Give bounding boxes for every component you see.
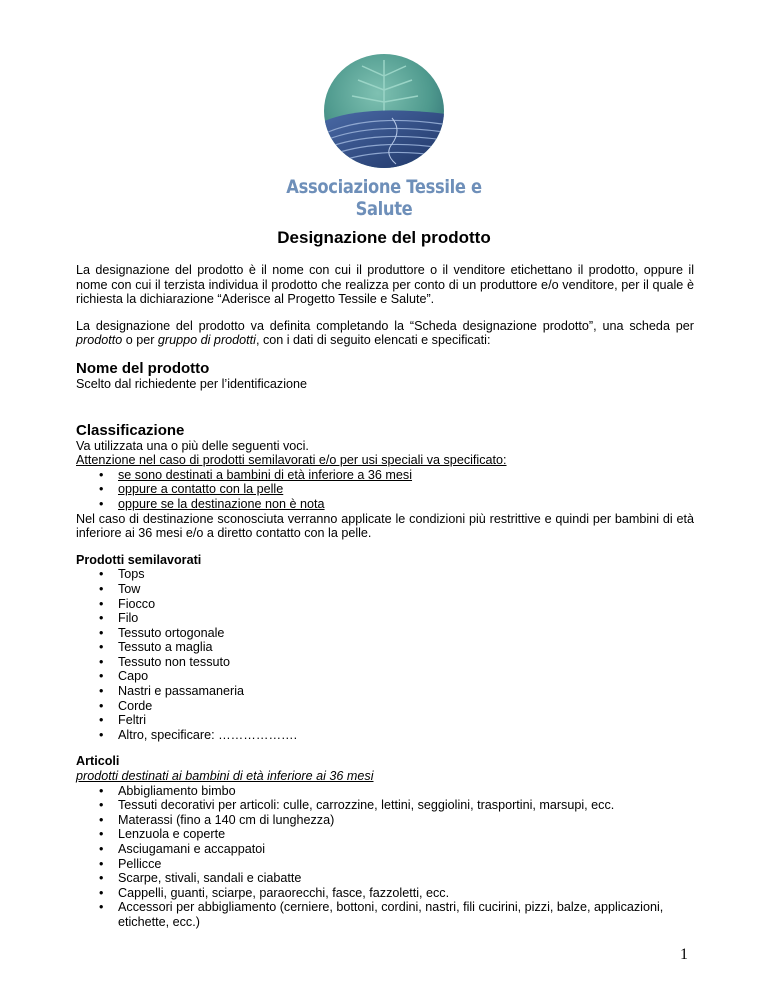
list-item-text: Tessuto a maglia bbox=[118, 640, 213, 655]
list-item bbox=[76, 900, 694, 929]
bullet-icon: • bbox=[99, 654, 104, 669]
bullet-icon: • bbox=[99, 684, 104, 699]
bullet-icon: • bbox=[99, 856, 104, 871]
intro-p2-italic-gruppo: gruppo di prodotti bbox=[157, 333, 256, 348]
heading-classificazione: Classificazione bbox=[76, 421, 185, 439]
list-item-text: oppure a contatto con la pelle bbox=[118, 482, 284, 497]
bullet-icon: • bbox=[99, 625, 104, 640]
list-item bbox=[76, 497, 694, 512]
bullet-icon: • bbox=[99, 827, 104, 842]
list-item-text: Filo bbox=[118, 611, 139, 626]
list-item bbox=[76, 626, 694, 641]
bullet-icon: • bbox=[99, 842, 104, 856]
bullet-icon: • bbox=[99, 698, 104, 713]
bullet-icon: • bbox=[99, 871, 104, 886]
list-item bbox=[76, 582, 694, 597]
bullet-icon: • bbox=[99, 727, 104, 742]
intro-paragraph-1: La designazione del prodotto è il nome con cui il produttore o il venditore etichettano il prodotto, oppure il nome con cui il terzista individua il prodotto che realizza per conto di un produttore e/o venditore, per il quale è richiesta la dichiarazione “Aderisce al Progetto Tessile e Salute”. bbox=[76, 263, 694, 307]
list-item bbox=[76, 684, 694, 699]
intro-p2-text: La designazione del prodotto va definita completando la “Scheda designazione prodotto”, una scheda per bbox=[76, 318, 694, 333]
bullet-icon: • bbox=[99, 496, 104, 511]
list-item-text: Tessuto non tessuto bbox=[118, 654, 231, 669]
bullet-icon: • bbox=[99, 581, 104, 596]
list-item-text: Cappelli, guanti, sciarpe, paraorecchi, fasce, fazzoletti, ecc. bbox=[118, 885, 450, 900]
list-item-text: Corde bbox=[118, 698, 153, 713]
intro-p2-text-end: , con i dati di seguito elencati e specificati: bbox=[255, 333, 491, 348]
page-title: Designazione del prodotto bbox=[277, 228, 491, 247]
bullet-icon: • bbox=[99, 596, 104, 611]
list-item bbox=[76, 871, 694, 886]
list-item-text: Scarpe, stivali, sandali e ciabatte bbox=[118, 871, 302, 886]
list-item-text: se sono destinati a bambini di età inferiore a 36 mesi bbox=[118, 467, 413, 482]
list-item-text: Fiocco bbox=[118, 596, 156, 611]
list-item-text: Lenzuola e coperte bbox=[118, 827, 226, 842]
list-item bbox=[76, 567, 694, 582]
articoli-subheading: prodotti destinati ai bambini di età inferiore ai 36 mesi bbox=[76, 769, 374, 784]
list-item bbox=[76, 640, 694, 655]
list-item bbox=[76, 611, 694, 626]
document-body bbox=[76, 263, 694, 930]
section-nome-prodotto bbox=[76, 360, 694, 392]
bullet-icon: • bbox=[99, 567, 104, 582]
intro-p2-italic-prodotto: prodotto bbox=[76, 333, 123, 348]
list-item bbox=[76, 842, 694, 857]
bullet-icon: • bbox=[99, 640, 104, 655]
page-number: 1 bbox=[680, 946, 688, 963]
list-item bbox=[76, 827, 694, 842]
list-item bbox=[76, 482, 694, 497]
bullet-icon: • bbox=[99, 885, 104, 900]
classificazione-note: Nel caso di destinazione sconosciuta verranno applicate le condizioni più restrittive e quindi per bambini di età inferiore ai 36 mesi e/o a diretto contatto con la pelle. bbox=[76, 511, 694, 541]
bullet-icon: • bbox=[99, 812, 104, 827]
list-item-text: Tessuti decorativi per articoli: culle, carrozzine, lettini, seggiolini, trasportini, marsupi, ecc. bbox=[118, 798, 615, 813]
list-item-text: Pellicce bbox=[118, 856, 162, 871]
articoli-list bbox=[76, 784, 694, 930]
list-item-text: Capo bbox=[118, 669, 149, 684]
list-item-text: Tops bbox=[118, 567, 145, 582]
list-item-text: Nastri e passamaneria bbox=[118, 684, 244, 699]
list-item-text: Accessori per abbigliamento (cerniere, bottoni, cordini, nastri, fili cucirini, pizzi, balze, applicazioni, etichette, ecc.) bbox=[118, 900, 664, 929]
leaf-fingerprint-emblem-icon bbox=[322, 52, 446, 170]
classificazione-line-2: Attenzione nel caso di prodotti semilavorati e/o per usi speciali va specificato: bbox=[76, 453, 507, 468]
list-item-text: Materassi (fino a 140 cm di lunghezza) bbox=[118, 812, 335, 827]
logo-wordmark: Associazione Tessile e Salute bbox=[286, 176, 482, 220]
intro-p2-text-or: o per bbox=[122, 333, 158, 348]
section-semilavorati bbox=[76, 553, 694, 743]
list-item bbox=[76, 713, 694, 728]
list-item bbox=[76, 669, 694, 684]
list-item-text: Asciugamani e accappatoi bbox=[118, 842, 266, 856]
intro-paragraph-2 bbox=[76, 319, 694, 348]
list-item bbox=[76, 813, 694, 828]
list-item bbox=[76, 699, 694, 714]
classificazione-list bbox=[76, 468, 694, 512]
list-item bbox=[76, 655, 694, 670]
bullet-icon: • bbox=[99, 482, 104, 497]
list-item-text: Feltri bbox=[118, 713, 146, 728]
association-logo bbox=[268, 52, 500, 220]
bullet-icon: • bbox=[99, 900, 104, 915]
list-item-text: oppure se la destinazione non è nota bbox=[118, 496, 325, 511]
bullet-icon: • bbox=[99, 713, 104, 728]
list-item-text: Abbigliamento bimbo bbox=[118, 783, 236, 798]
list-item bbox=[76, 886, 694, 901]
list-item-text: Altro, specificare: ………………. bbox=[118, 727, 298, 742]
heading-nome-prodotto: Nome del prodotto bbox=[76, 359, 210, 377]
list-item bbox=[76, 597, 694, 612]
bullet-icon: • bbox=[99, 669, 104, 684]
list-item bbox=[76, 784, 694, 799]
bullet-icon: • bbox=[99, 783, 104, 798]
heading-articoli: Articoli bbox=[76, 754, 120, 769]
classificazione-line-1: Va utilizzata una o più delle seguenti voci. bbox=[76, 438, 309, 453]
nome-prodotto-text: Scelto dal richiedente per l’identificazione bbox=[76, 376, 308, 391]
list-item bbox=[76, 728, 694, 743]
list-item bbox=[76, 857, 694, 872]
bullet-icon: • bbox=[99, 798, 104, 813]
bullet-icon: • bbox=[99, 611, 104, 626]
list-item bbox=[76, 798, 694, 813]
list-item bbox=[76, 468, 694, 483]
semilavorati-list bbox=[76, 567, 694, 742]
list-item-text: Tessuto ortogonale bbox=[118, 625, 225, 640]
section-classificazione bbox=[76, 422, 694, 541]
list-item-text: Tow bbox=[118, 581, 141, 596]
bullet-icon: • bbox=[99, 467, 104, 482]
heading-semilavorati: Prodotti semilavorati bbox=[76, 552, 202, 567]
section-articoli bbox=[76, 754, 694, 929]
